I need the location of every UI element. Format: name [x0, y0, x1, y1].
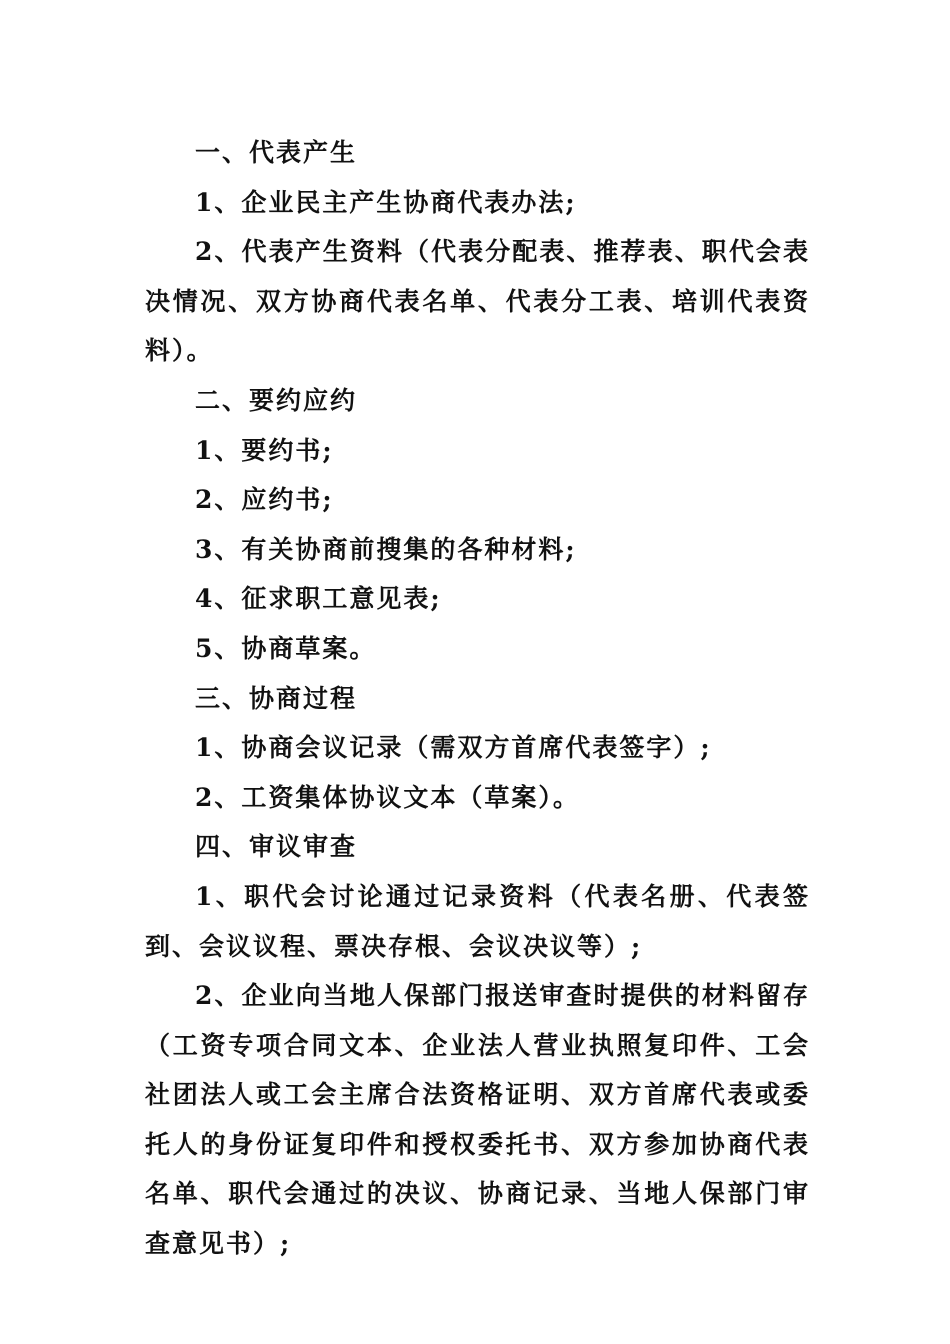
- list-item: 2、应约书;: [195, 485, 334, 515]
- list-item: 1、企业民主产生协商代表办法;: [195, 187, 577, 217]
- list-item: 3、有关协商前搜集的各种材料;: [195, 534, 577, 564]
- section-heading-review: 四、审议审查: [195, 832, 358, 862]
- list-item: 1、要约书;: [195, 435, 334, 465]
- list-item: 1、职代会讨论通过记录资料（代表名册、代表签到、会议议程、票决存根、会议决议等）;: [145, 881, 810, 961]
- list-item: 2、工资集体协议文本（草案）。: [195, 782, 580, 812]
- section-heading-negotiation-process: 三、协商过程: [195, 683, 358, 713]
- list-item: 2、代表产生资料（代表分配表、推荐表、职代会表决情况、双方协商代表名单、代表分工表、培训代表资料）。: [145, 237, 810, 366]
- section-heading-offer-acceptance: 二、要约应约: [195, 385, 358, 415]
- list-item: 4、征求职工意见表;: [195, 584, 442, 614]
- document-body: [145, 128, 810, 1269]
- list-item: 5、协商草案。: [195, 633, 377, 663]
- list-item: 1、协商会议记录（需双方首席代表签字）;: [195, 733, 712, 763]
- list-item: 2、企业向当地人保部门报送审查时提供的材料留存（工资专项合同文本、企业法人营业执照复印件、工会社团法人或工会主席合法资格证明、双方首席代表或委托人的身份证复印件和授权委托书、双方参加协商代表名单、职代会通过的决议、协商记录、当地人保部门审查意见书）;: [145, 981, 810, 1259]
- section-heading-representatives: 一、代表产生: [195, 138, 358, 167]
